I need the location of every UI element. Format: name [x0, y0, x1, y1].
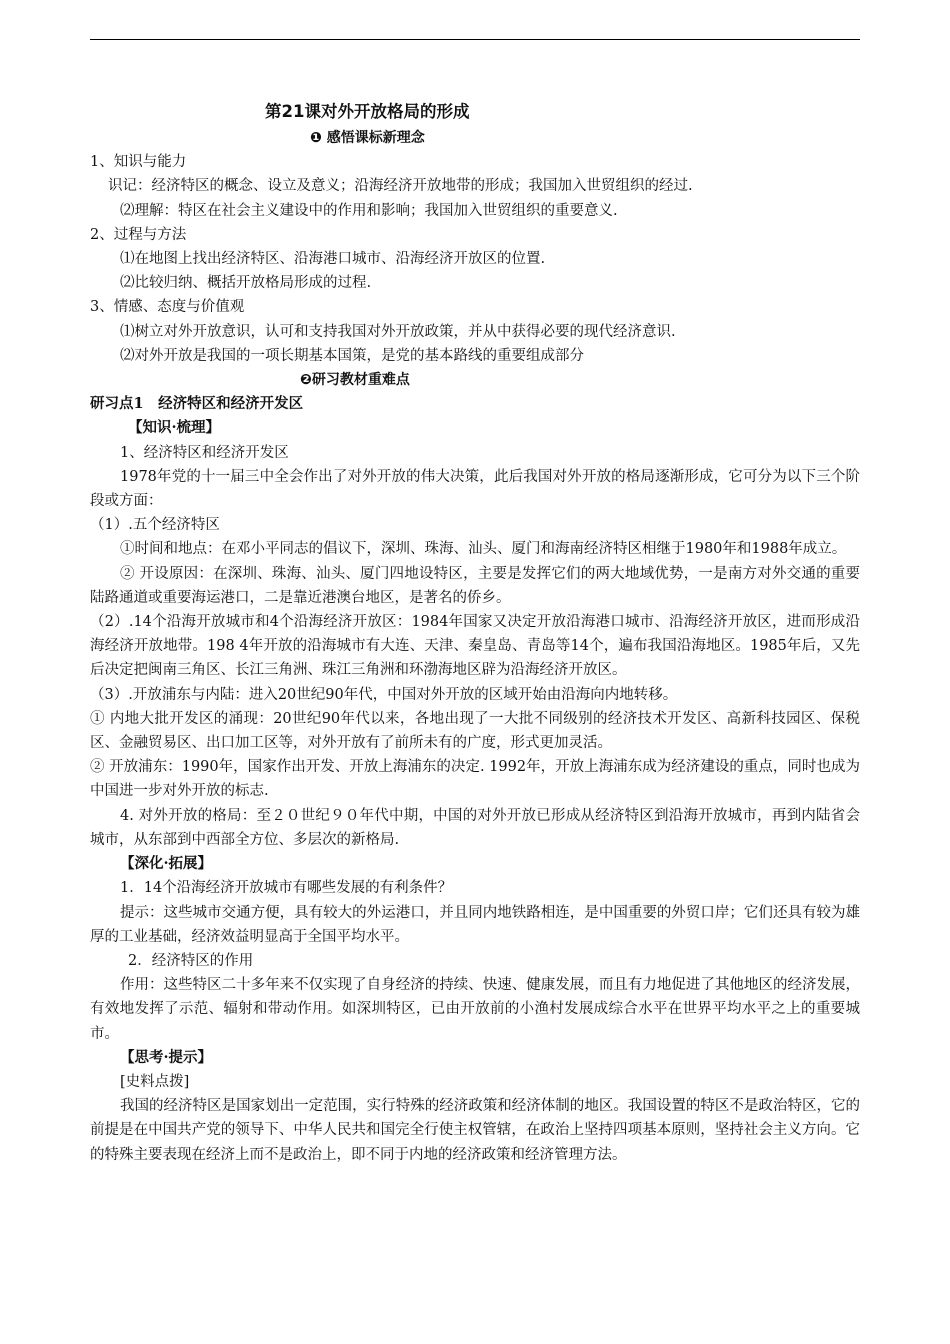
objective-item: ⑵比较归纳、概括开放格局形成的过程.	[120, 275, 372, 292]
paragraph: 1、经济特区和经济开发区	[120, 444, 289, 461]
paragraph: ① 内地大批开发区的涌现：20世纪90年代以来，各地出现了一大批不同级别的经济技术开发区、高新科技园区、保税区、金融贸易区、出口加工区等，对外开放有了前所未有的广度，形式更加灵活。	[90, 710, 860, 752]
paragraph: ①时间和地点：在邓小平同志的倡议下，深圳、珠海、汕头、厦门和海南经济特区相继于1980年和1988年成立。	[120, 541, 847, 558]
paragraph: 1978年党的十一届三中全会作出了对外开放的伟大决策，此后我国对外开放的格局逐渐形成，它可分为以下三个阶段或方面：	[90, 468, 860, 510]
objective-heading: 1、知识与能力	[90, 154, 187, 171]
section-heading-focus: ❷研习教材重难点	[300, 372, 410, 389]
objective-item: ⑵对外开放是我国的一项长期基本国策，是党的基本路线的重要组成部分	[120, 347, 584, 364]
answer: 提示：这些城市交通方便，具有较大的外运港口，并且同内地铁路相连，是中国重要的外贸口岸；它们还具有较为雄厚的工业基础，经济效益明显高于全国平均水平。	[90, 904, 860, 945]
objective-item: 识记：经济特区的概念、设立及意义；沿海经济开放地带的形成；我国加入世贸组织的经过.	[108, 178, 693, 195]
paragraph: 我国的经济特区是国家划出一定范围，实行特殊的经济政策和经济体制的地区。我国设置的特区不是政治特区，它的前提是在中国共产党的领导下、中华人民共和国完全行使主权管辖，在政治上坚持四项基本原则，坚持社会主义方向。它的特殊主要表现在经济上而不是政治上，即不同于内地的经济政策和经济管理方法。	[90, 1098, 860, 1163]
deepen-label: 【深化·拓展】	[120, 855, 213, 873]
think-label: 【思考·提示】	[120, 1048, 213, 1066]
objective-heading: 3、情感、态度与价值观	[90, 299, 245, 316]
question: 2．经济特区的作用	[128, 952, 254, 969]
header-rule	[90, 39, 860, 40]
question: 1．14个沿海经济开放城市有哪些发展的有利条件？	[120, 880, 453, 897]
objective-item: ⑵理解：特区在社会主义建设中的作用和影响；我国加入世贸组织的重要意义.	[120, 202, 618, 219]
objective-item: ⑴树立对外开放意识，认可和支持我国对外开放政策，并从中获得必要的现代经济意识.	[120, 323, 676, 340]
study-point-heading: 研习点1 经济特区和经济开发区	[90, 395, 304, 413]
paragraph: （2）.14个沿海开放城市和4个沿海经济开放区：1984年国家又决定开放沿海港口城市、沿海经济开放区，进而形成沿海经济开放地带。198 4年开放的沿海城市有大连、天津、秦皇岛、青岛等14个，遍布我国沿海地区。1985年后，又先后决定把闽南三角区、长江三角洲、珠江三角洲和环渤海地区辟为沿海经济开放区。	[90, 614, 860, 679]
knowledge-label: 【知识·梳理】	[128, 419, 221, 437]
paragraph: ② 开设原因：在深圳、珠海、汕头、厦门四地设特区，主要是发挥它们的两大地域优势，一是南方对外交通的重要陆路通道或重要海运港口，二是靠近港澳台地区，是著名的侨乡。	[90, 565, 860, 606]
lesson-title: 第21课对外开放格局的形成	[265, 102, 470, 121]
objective-item: ⑴在地图上找出经济特区、沿海港口城市、沿海经济开放区的位置.	[120, 251, 546, 268]
source-label: [史料点拨]	[120, 1073, 190, 1090]
paragraph: 4. 对外开放的格局：至２０世纪９０年代中期，中国的对外开放已形成从经济特区到沿海开放城市，再到内陆省会城市，从东部到中西部全方位、多层次的新格局.	[90, 807, 860, 848]
document-body	[90, 98, 860, 1167]
answer: 作用：这些特区二十多年来不仅实现了自身经济的持续、快速、健康发展，而且有力地促进了其他地区的经济发展，有效地发挥了示范、辐射和带动作用。如深圳特区，已由开放前的小渔村发展成综合水平在世界平均水平之上的重要城市。	[90, 977, 860, 1042]
section-heading-goals: ❶ 感悟课标新理念	[310, 130, 425, 146]
objective-heading: 2、过程与方法	[90, 226, 187, 243]
paragraph: （1）.五个经济特区	[90, 517, 220, 534]
paragraph: ② 开放浦东：1990年，国家作出开发、开放上海浦东的决定. 1992年，开放上海浦东成为经济建设的重点，同时也成为中国进一步对外开放的标志.	[90, 759, 860, 800]
paragraph: （3）.开放浦东与内陆：进入20世纪90年代，中国对外开放的区域开始由沿海向内地转移。	[90, 686, 678, 703]
